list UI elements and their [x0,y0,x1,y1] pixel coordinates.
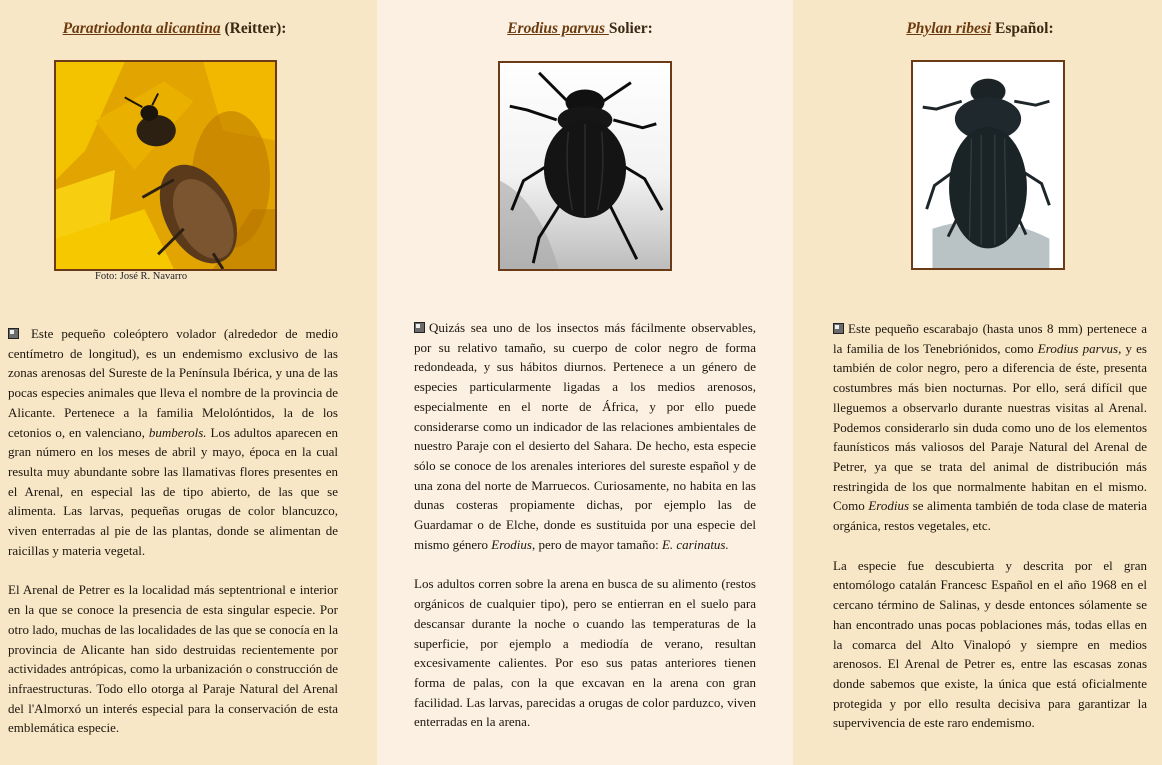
body-text-erodius [414,318,756,732]
paragraph-2: El Arenal de Petrer es la localidad más septentrional e interior en la que se conoce la presencia de esta singular especie. Por otro lado, muchas de las localidades de las que se conocía en la provincia de Alicante han sido destruidas recientemente por actividades antrópicas, como la urbanización o construcción de infraestructuras. Todo ello otorga al Paraje Natural del Arenal del l'Almorxó un interés especial para la conservación de esta emblemática especie. [8,582,338,736]
bullet-icon [833,323,844,334]
paragraph-1: Quizás sea uno de los insectos más fácilmente observables, por su relativo tamaño, su cuerpo de color negro de forma redondeada, y sus hábitos diurnos. Pertenece a un género de especies particularmente ligadas a los medios arenosos, especialmente en el norte de África, y por ello puede considerarse como un indicador de las relaciones ambientales de nuestro Paraje con el desierto del Sahara. De hecho, esta especie sólo se conoce de los arenales interiores del sureste español y de una zona del norte de Marruecos. Curiosamente, no habita en las dunas costeras propiamente dichas, por ejemplo las de Guardamar o de Elche, donde es sustituida por una especie del mismo género Erodius, pero de mayor tamaño: E. carinatus. [414,320,756,552]
paragraph-2: La especie fue descubierta y descrita por el gran entomólogo catalán Francesc Español en el año 1968 en el cercano término de Salinas, y desde entonces sólamente se han encontrado unas pocas poblaciones más, todas ellas en la comarca del Alto Vinalopó y siempre en medios arenosos. El Arenal de Petrer es, entre las escasas zonas donde sabemos que existe, la única que está oficialmente protegida y por ello resulta decisiva para garantizar la supervivencia de este raro endemismo. [833,557,1147,731]
dark-beetle-image [913,62,1063,268]
panel-paratriodonta [0,0,377,765]
species-name: Paratriodonta alicantina [62,20,221,37]
beetle-on-flower-image [56,62,275,269]
species-name: Erodius parvus [507,20,609,37]
body-text-paratriodonta [8,324,338,738]
beetle-photo-erodius [498,61,672,271]
paragraph-1: Este pequeño escarabajo (hasta unos 8 mm) pertenece a la familia de los Tenebriónidos, como Erodius parvus, y es también de color negro, pero a diferencia de éste, presenta costumbres más bien nocturnas. Por ello, será difícil que lleguemos a observarlo durante nuestras visitas al Arenal. Podemos considerarlo sin duda como uno de los elementos faunísticos más valiosos del Paraje Natural del Arenal de Petrer, ya que se trata del animal de distribución más restringida de los que normalmente habitan en el mismo. Como Erodius se alimenta también de toda clase de materia orgánica, restos vegetales, etc. [833,321,1147,534]
beetle-photo-paratriodonta [54,60,277,271]
species-name: Phylan ribesi [906,20,992,37]
beetle-photo-phylan [911,60,1065,270]
panel-erodius [377,0,793,765]
body-text-phylan [833,319,1147,733]
species-author: Español: [991,20,1054,37]
black-beetle-image [500,63,670,269]
species-title [367,20,793,38]
panel-phylan [793,0,1162,765]
species-title [798,20,1162,38]
species-title [0,20,377,38]
bullet-icon [414,322,425,333]
photo-credit: Foto: José R. Navarro [95,271,188,282]
bullet-icon [8,328,19,339]
paragraph-1: Este pequeño coleóptero volador (alrededor de medio centímetro de longitud), es un endemismo exclusivo de las zonas arenosas del Sureste de la Península Ibérica, y una de las pocas especies animales que lleva el nombre de la provincia de Alicante. Pertenece a la familia Melolóntidos, la de los cetonios o, en valenciano, bumberols. Los adultos aparecen en gran número en los meses de abril y mayo, época en la cual resulta muy abundante sobre las llamativas flores presentes en el Arenal, en especial las de tipo abierto, de las que se alimenta. Las larvas, pequeñas orugas de color blancuzco, viven enterradas al pie de las plantas, donde se alimentan de raicillas y materia vegetal. [8,326,339,558]
species-author: (Reitter): [224,20,287,37]
paragraph-2: Los adultos corren sobre la arena en busca de su alimento (restos orgánicos de cualquier tipo), pero se entierran en el suelo para descansar durante la noche o cuando las temperaturas de la superficie, por ejemplo a mediodía de verano, resultan excesivamente calientes. Por eso sus patas anteriores tienen forma de palas, con la que excavan en la arena con gran facilidad. Las larvas, parecidas a orugas de color parduzco, viven enterradas en la arena. [414,576,756,730]
species-author: Solier: [608,20,653,37]
